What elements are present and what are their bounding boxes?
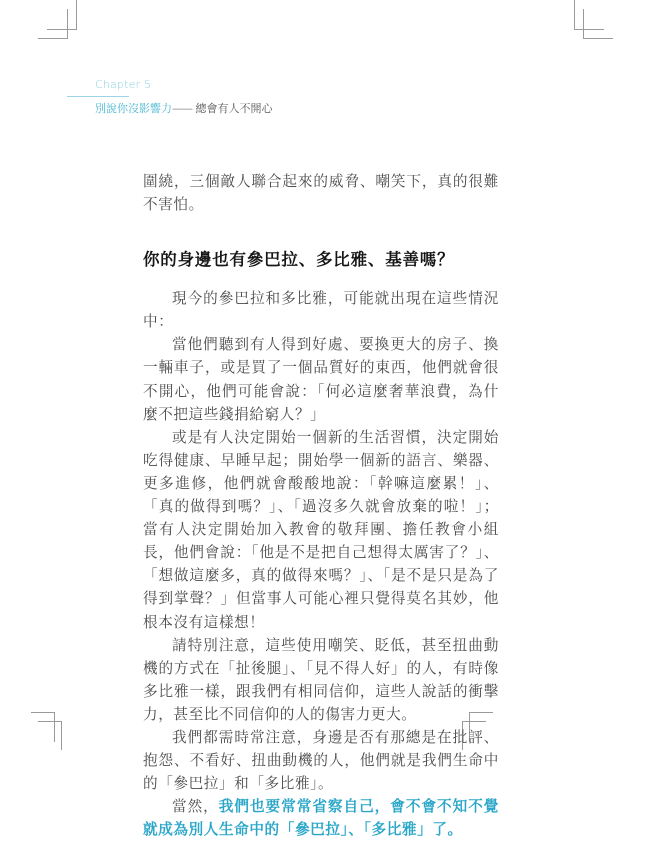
lead-paragraph: 圍繞，三個敵人聯合起來的威脅、嘲笑下，真的很難不害怕。	[143, 173, 499, 214]
crop-mark-top-left-h-outer	[47, 29, 77, 30]
running-header	[95, 100, 273, 116]
body-paragraph: 當他們聽到有人得到好處、要換更大的房子、換一輛車子，或是買了一個品質好的東西，他們就會很不開心，他們可能會說：「何必這麼奢華浪費，為什麼不把這些錢捐給窮人？」	[143, 336, 499, 423]
crop-mark-top-right-h-outer	[574, 29, 604, 30]
closing-paragraph	[143, 795, 499, 841]
body-paragraph: 請特別注意，這些使用嘲笑、貶低，甚至扭曲動機的方式在「扯後腿」、「見不得人好」的人，有時像多比雅一樣，跟我們有相同信仰，這些人說話的衝擊力，甚至比不同信仰的人的傷害力更大。	[143, 636, 499, 723]
crop-mark-top-right-h-inner	[583, 38, 613, 39]
header-dash: ——	[172, 102, 192, 115]
crop-mark-top-right-v-inner	[583, 9, 584, 38]
chapter-label: Chapter 5	[95, 78, 152, 91]
crop-mark-top-right-v-outer	[574, 0, 575, 30]
crop-mark-bottom-left-v-outer	[54, 712, 55, 742]
crop-mark-top-left-v-outer	[76, 0, 77, 30]
crop-mark-bottom-left-v-inner	[61, 721, 62, 750]
closing-highlight: 我們也要常常省察自己，會不會不知不覺就成為別人生命中的「參巴拉」、「多比雅」了。	[143, 798, 499, 839]
chapter-divider	[67, 96, 129, 97]
body-paragraph: 我們都需時常注意，身邊是否有那總是在批評、抱怨、不看好、扭曲動機的人，他們就是我們生命中的「參巴拉」和「多比雅」。	[143, 728, 499, 793]
crop-mark-top-left-v-inner	[67, 9, 68, 38]
crop-mark-bottom-left-h-outer	[31, 712, 55, 713]
body-paragraph: 或是有人決定開始一個新的生活習慣，決定開始吃得健康、早睡早起；開始學一個新的語言、樂器、更多進修，他們就會酸酸地說：「幹嘛這麼累！」、「真的做得到嗎？」、「過沒多久就會放棄的啦！」；當有人決定開始加入教會的敬拜團、擔任教會小組長，他們會說：「他是不是把自己想得太厲害了？」、「想做這麼多，真的做得來嗎？」、「是不是只是為了得到掌聲？」但當事人可能心裡只覺得莫名其妙，他根本沒有這樣想！	[143, 428, 499, 631]
page-body	[143, 170, 499, 841]
chapter-title: 別說你沒影響力	[95, 102, 172, 115]
crop-mark-top-left-h-inner	[38, 38, 68, 39]
section-heading: 你的身邊也有參巴拉、多比雅、基善嗎？	[143, 250, 455, 270]
closing-prefix: 當然，	[172, 798, 219, 816]
body-paragraph: 現今的參巴拉和多比雅，可能就出現在這些情況中：	[143, 290, 499, 331]
chapter-subtitle: 總會有人不開心	[195, 102, 273, 115]
crop-mark-bottom-left-h-inner	[38, 721, 62, 722]
